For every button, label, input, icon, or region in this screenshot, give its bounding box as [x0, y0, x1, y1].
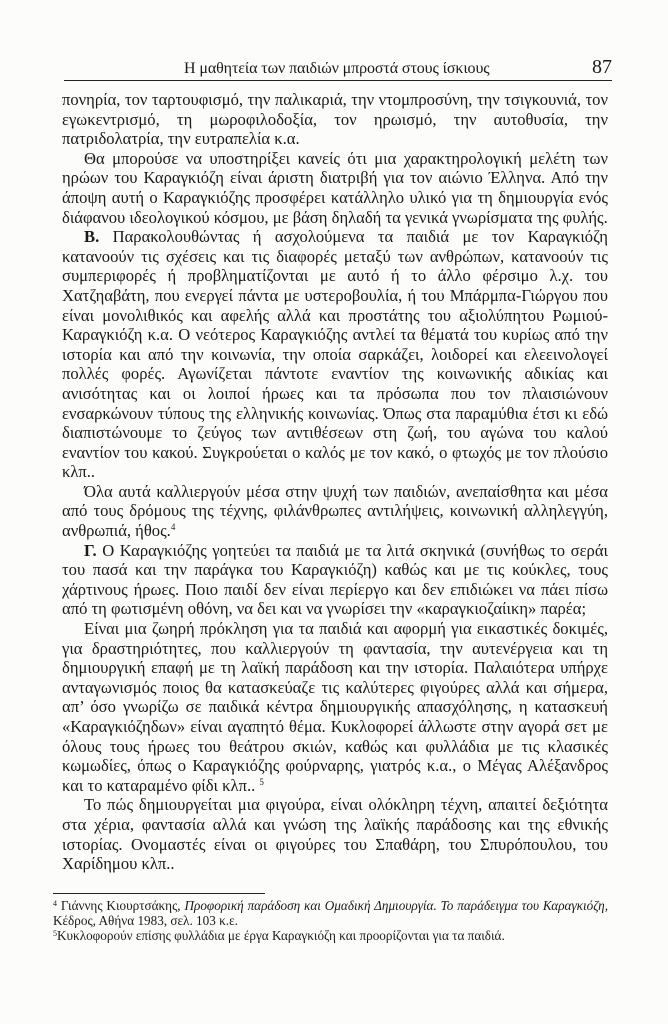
paragraph-text: Παρακολουθώντας ή ασχολούμενα τα παιδιά με τον Καραγκιόζη κατανοούν τις σχέσεις και τις διαφορές μεταξύ των ανθρώπων, κατανοούν τις συμπεριφορές ή προβληματίζονται με αυτό ή το άλλο φέρσιμο λ.χ. του Χατζηαβάτη, που ενεργεί πάντα με υστεροβουλία, ή του Μπάρμπα-Γιώργου που είναι μονολιθικός και αφελής αλλά και προστάτης του αξιολύπητου Ρωμιού-Καραγκιόζη κ.α. Ο νεότερος Καραγκιόζης αντλεί τα θέματά του κυρίως από την ιστορία και από την κοινωνία, την οποία σαρκάζει, λοιδορεί και ελεεινολογεί πολλές φορές. Αγωνίζεται πάντοτε εναντίον της κοινωνικής αδικίας και ανισότητας και οι λοιποί ήρωες και τα πρόσωπα που τον πλαισιώνουν ενσαρκώνουν τύπους της ελληνικής κοινωνίας. Όπως στα παραμύθια έτσι κι εδώ διαπιστώνουμε το ζεύγος των αντιθέσεων στη ζωή, του αγώνα του καλού εναντίον του κακού. Συγκρούεται ο καλός με τον κακό, ο φτωχός με τον πλούσιο κλπ.. [62, 227, 608, 482]
paragraph-text: Θα μπορούσε να υποστηρίξει κανείς ότι μια χαρακτηρολογική μελέτη των ηρώων του Καραγκιόζη είναι άριστη διατριβή για τον αιώνιο Έλληνα. Από την άποψη αυτή ο Καραγκιόζης προσφέρει κατάλληλο υλικό για τη δημιουργία ενός διάφανου ιδεολογικού κόσμου, με βάση δηλαδή τα γενικά γνωρίσματα της φυλής. [62, 148, 608, 227]
footnote-5 [53, 928, 608, 943]
paragraph-text: Ο Καραγκιόζης γοητεύει τα παιδιά με τα λιτά σκηνικά (συνήθως το σεράι του πασά και την παράγκα του Καραγκιόζη) καθώς και με τις κούκλες, τους χάρτινους ήρωες. Ποιο παιδί δεν είναι περίεργο και δεν επιδιώκει να πάει πίσω από τη φωτισμένη οθόνη, να δει και να γνωρίσει την «καραγκιοζαίικη» παρέα; [62, 540, 608, 619]
paragraph-continuation [62, 90, 608, 149]
paragraph-text: Όλα αυτά καλλιεργούν μέσα στην ψυχή των παιδιών, ανεπαίσθητα και μέσα από τους δρόμους της τέχνης, φιλάνθρωπες αντιλήψεις, κοινωνική αλληλεγγύη, ανθρωπιά, ήθος. [62, 481, 608, 541]
paragraph-section-g [62, 541, 608, 619]
footnote-publication: Κέδρος, Αθήνα 1983, σελ. 103 κ.ε. [53, 913, 238, 928]
footnote-number: 4 [53, 899, 57, 908]
paragraph-text: Είναι μια ζωηρή πρόκληση για τα παιδιά και αφορμή για εικαστικές δοκιμές, για δραστηριότητες, που καλλιεργούν τη φαντασία, την αυτενέργεια και τη δημιουργική επαφή με τη λαϊκή παράδοση και την ιστορία. Παλαιότερα υπήρχε ανταγωνισμός ποιος θα κατασκεύαζε τις καλύτερες φιγούρες αλλά και σήμερα, απ’ όσο γνωρίζω σε παιδικά κέντρα δημιουργικής απασχόλησης, η κατασκευή «Καραγκιόζηδων» είναι αγαπητό θέμα. Κυκλοφορεί άλλωστε στην αγορά σετ με όλους τους ήρωες του θεάτρου σκιών, καθώς και φυλλάδια με τις κλασικές κωμωδίες, όπως ο Καραγκιόζης φούρναρης, γιατρός κ.α., ο Μέγας Αλέξανδρος και το καταραμένο φίδι κλπ.. [62, 619, 608, 795]
paragraph [62, 795, 608, 873]
body-text [62, 90, 608, 874]
footnote-title: Προφορική παράδοση και Ομαδική Δημιουργία. Το παράδειγμα του Καραγκιόζη, [184, 898, 609, 913]
footnotes [53, 898, 608, 943]
section-letter: Β. [84, 227, 100, 247]
paragraph [62, 149, 608, 227]
footnote-4 [53, 898, 608, 928]
footnote-ref[interactable]: 5 [259, 776, 264, 787]
paragraph-section-b [62, 227, 608, 482]
section-letter: Γ. [84, 540, 97, 560]
paragraph [62, 619, 608, 795]
page-number: 87 [592, 56, 612, 78]
paragraph [62, 482, 608, 541]
footnote-author: Γιάννης Κιουρτσάκης, [60, 898, 181, 913]
running-header [64, 58, 612, 81]
footnote-ref[interactable]: 4 [170, 522, 176, 533]
paragraph-text: Το πώς δημιουργείται μια φιγούρα, είναι ολόκληρη τέχνη, απαιτεί δεξιότητα στα χέρια, φαντασία αλλά και γνώση της λαϊκής παράδοσης και της εθνικής ιστορίας. Ονομαστές είναι οι φιγούρες του Σπαθάρη, του Σπυρόπουλου, του Χαρίδημου κλπ.. [62, 795, 608, 874]
footnote-number: 5 [53, 929, 57, 938]
footnote-divider [53, 893, 265, 894]
running-title: Η μαθητεία των παιδιών μπροστά στους ίσκιους [184, 60, 490, 77]
footnote-text: Κυκλοφορούν επίσης φυλλάδια με έργα Καραγκιόζη και προορίζονται για τα παιδιά. [57, 928, 505, 943]
paragraph-text: πονηρία, τον ταρτουφισμό, την παλικαριά, την ντομπροσύνη, την τσιγκουνιά, τον εγωκεντρισμό, τη μωροφιλοδοξία, τον ηρωισμό, την αυτοθυσία, την πατριδολατρία, την ευτραπελία κ.α. [62, 90, 608, 149]
